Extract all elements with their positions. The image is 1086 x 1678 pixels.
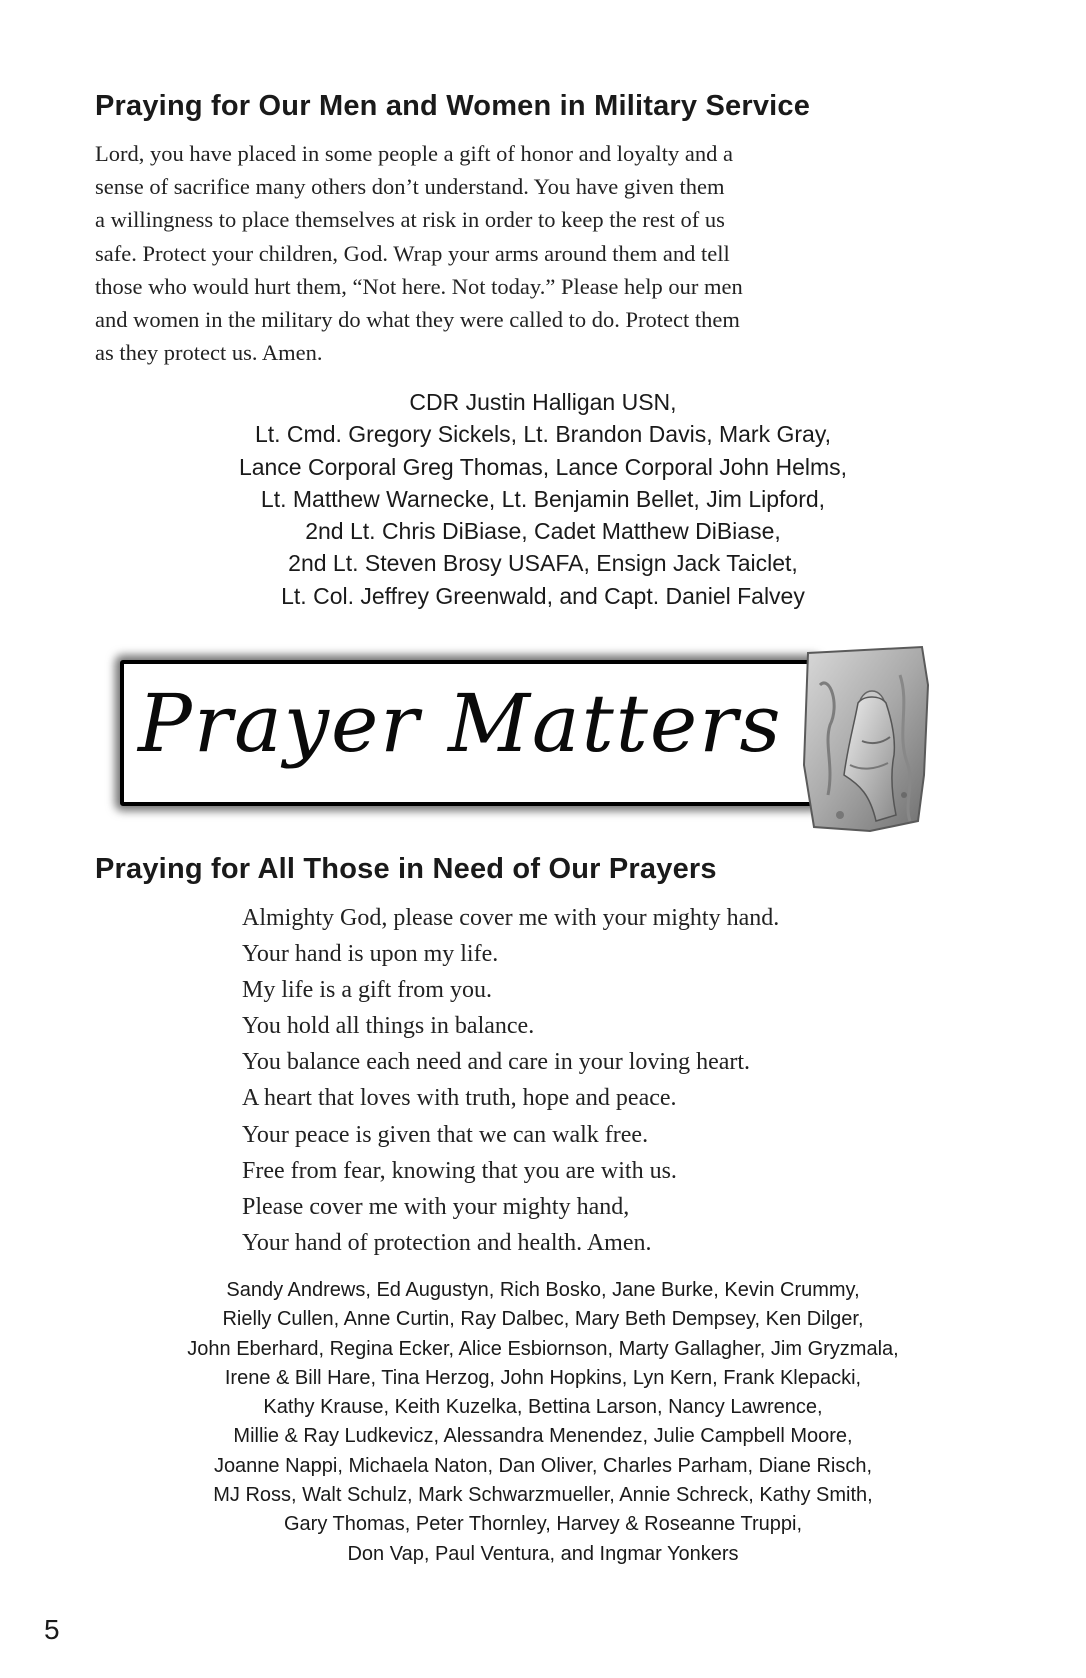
poem-line: Please cover me with your mighty hand, (242, 1193, 630, 1220)
names-line: CDR Justin Halligan USN, (409, 389, 677, 415)
praying-figure-relief-image (800, 645, 932, 835)
military-names-list (0, 386, 1086, 612)
names-line: Lance Corporal Greg Thomas, Lance Corporal John Helms, (238, 453, 848, 480)
names-line: Gary Thomas, Peter Thornley, Harvey & Roseanne Truppi, (283, 1513, 803, 1536)
poem-line: Free from fear, knowing that you are with us. (242, 1157, 677, 1184)
poem-line: You balance each need and care in your loving heart. (242, 1049, 751, 1076)
names-line: 2nd Lt. Steven Brosy USAFA, Ensign Jack Taiclet, (288, 550, 798, 577)
names-line: Millie & Ray Ludkevicz, Alessandra Menendez, Julie Campbell Moore, (233, 1425, 853, 1448)
names-line: Rielly Cullen, Anne Curtin, Ray Dalbec, Mary Beth Dempsey, Ken Dilger, (222, 1308, 864, 1331)
prayer-line: a willingness to place themselves at risk in order to keep the rest of us (95, 207, 725, 233)
prayer-line: sense of sacrifice many others don’t understand. You have given them (95, 174, 725, 200)
names-line: Irene & Bill Hare, Tina Herzog, John Hopkins, Lyn Kern, Frank Klepacki, (224, 1366, 862, 1389)
prayer-matters-banner (120, 660, 816, 806)
poem-line: You hold all things in balance. (242, 1013, 535, 1040)
names-line: Sandy Andrews, Ed Augustyn, Rich Bosko, Jane Burke, Kevin Crummy, (226, 1279, 860, 1301)
poem-line: Almighty God, please cover me with your mighty hand. (242, 905, 780, 931)
prayer-line: as they protect us. Amen. (95, 340, 323, 366)
banner-title: Prayer Matters (138, 677, 783, 770)
names-line: 2nd Lt. Chris DiBiase, Cadet Matthew DiBiase, (305, 518, 781, 545)
military-prayer (95, 137, 895, 369)
poem-line: Your hand of protection and health. Amen. (242, 1229, 652, 1256)
names-line: MJ Ross, Walt Schulz, Mark Schwarzmueller, Annie Schreck, Kathy Smith, (213, 1484, 873, 1507)
prayer-line: and women in the military do what they were called to do. Protect them (95, 307, 740, 333)
prayer-line: those who would hurt them, “Not here. Not today.” Please help our men (95, 273, 743, 299)
poem-line: Your peace is given that we can walk free. (242, 1121, 649, 1148)
need-names-list (0, 1276, 1086, 1569)
page-number: 5 (44, 1614, 60, 1645)
names-line: Joanne Nappi, Michaela Naton, Dan Oliver, Charles Parham, Diane Risch, (213, 1454, 873, 1477)
prayer-line: Lord, you have placed in some people a gift of honor and loyalty and a (95, 141, 733, 166)
military-heading: Praying for Our Men and Women in Military Service (95, 90, 811, 122)
need-heading: Praying for All Those in Need of Our Prayers (95, 853, 717, 885)
prayer-line: safe. Protect your children, God. Wrap your arms around them and tell (95, 240, 730, 266)
names-line: John Eberhard, Regina Ecker, Alice Esbiornson, Marty Gallagher, Jim Gryzmala, (187, 1337, 899, 1360)
poem-line: My life is a gift from you. (242, 977, 492, 1004)
names-line: Lt. Cmd. Gregory Sickels, Lt. Brandon Davis, Mark Gray, (254, 421, 832, 448)
need-poem (242, 900, 779, 1261)
names-line: Lt. Matthew Warnecke, Lt. Benjamin Bellet, Jim Lipford, (260, 485, 826, 512)
poem-line: Your hand is upon my life. (242, 941, 499, 968)
names-line: Kathy Krause, Keith Kuzelka, Bettina Larson, Nancy Lawrence, (263, 1396, 823, 1419)
names-line: Don Vap, Paul Ventura, and Ingmar Yonkers (347, 1542, 739, 1565)
poem-line: A heart that loves with truth, hope and peace. (242, 1085, 677, 1112)
names-line: Lt. Col. Jeffrey Greenwald, and Capt. Daniel Falvey (281, 582, 805, 609)
